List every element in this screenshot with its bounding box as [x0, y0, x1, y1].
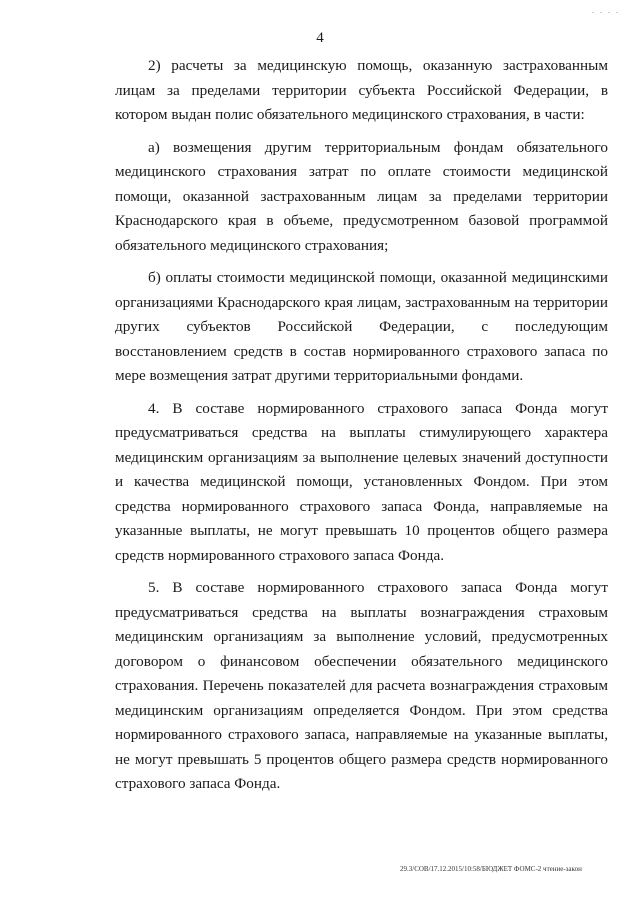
- page-number: 4: [316, 30, 324, 46]
- document-body: [115, 54, 608, 797]
- paragraph-a-reimbursement: а) возмещения другим территориальным фондам обязательного медицинского страхования затрат по оплате стоимости медицинской помощи, оказанной застрахованным лицам за пределами территории Краснодарского края в объеме, предусмотренном базовой программой обязательного медицинского страхования;: [115, 138, 608, 254]
- paragraph-2-settlements: 2) расчеты за медицинскую помощь, оказанную застрахованным лицам за пределами территории субъекта Российской Федерации, в котором выдан полис обязательного медицинского страхования, в части:: [115, 57, 608, 123]
- document-footer: 29.3/СОВ/17.12.2015/10:58/БЮДЖЕТ ФОМС-2 чтение-закон: [400, 865, 582, 873]
- paragraph-5-reward-payments: 5. В составе нормированного страхового запаса Фонда могут предусматриваться средства на выплаты вознаграждения страховым медицинским организациям за выполнение условий, предусмотренных договором о финансовом обеспечении обязательного медицинского страхования. Перечень показателей для расчета вознаграждения страховым медицинским организациям определяется Фондом. При этом средства нормированного страхового запаса, направляемые на указанные выплаты, не могут превышать 5 процентов общего размера средств нормированного страхового запаса Фонда.: [115, 579, 608, 792]
- paragraph-b-payment: б) оплаты стоимости медицинской помощи, оказанной медицинскими организациями Краснодарского края лицам, застрахованным на территории других субъектов Российской Федерации, с последующим восстановлением средств в состав нормированного страхового запаса по мере возмещения затрат другими территориальными фондами.: [115, 269, 608, 384]
- paragraph-4-incentive-payments: 4. В составе нормированного страхового запаса Фонда могут предусматриваться средства на выплаты стимулирующего характера медицинским организациям за выполнение целевых значений доступности и качества медицинской помощи, установленных Фондом. При этом средства нормированного страхового запаса Фонда, направляемые на указанные выплаты, не могут превышать 10 процентов общего размера средств нормированного страхового запаса Фонда.: [115, 399, 608, 564]
- corner-mark: . . . .: [592, 6, 620, 15]
